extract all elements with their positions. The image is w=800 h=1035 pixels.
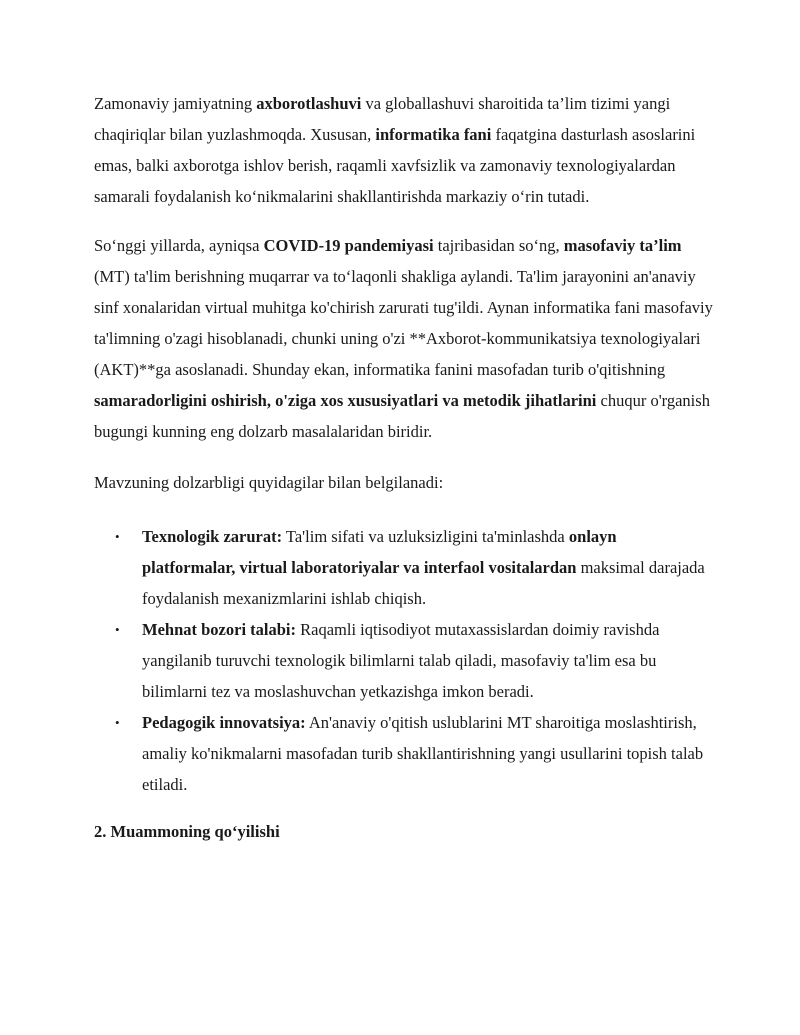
document-page bbox=[94, 88, 714, 847]
bold-text: COVID-19 pandemiyasi bbox=[263, 236, 434, 255]
bold-text: Mehnat bozori talabi: bbox=[142, 620, 296, 639]
text-run: So‘nggi yillarda, ayniqsa bbox=[94, 236, 264, 255]
text-run: An'anaviy o'qitish uslublarini MT sharoitiga moslashtirish, amaliy ko'nikmalarni masofadan turib shakllantirishning yangi usullarini topish talab etiladi. bbox=[142, 713, 704, 794]
text-run: chuqur o'rganish bugungi kunning eng dolzarb masalalaridan biridir. bbox=[94, 391, 710, 441]
list-item-text bbox=[142, 713, 703, 794]
text-run: Ta'lim sifati va uzluksizligini ta'minlashda bbox=[282, 527, 569, 546]
list-item bbox=[94, 707, 714, 800]
bold-text: axborotlashuvi bbox=[256, 94, 362, 113]
relevance-list bbox=[94, 521, 714, 800]
text-run: (MT) ta'lim berishning muqarrar va to‘laqonli shakliga aylandi. Ta'lim jarayonini an'anaviy sinf xonalaridan virtual muhitga ko'chirish zarurati tug'ildi. Aynan informatika fani masofaviy ta'limning o'zagi hisoblanadi, chunki uning o'zi **Axborot-kommunikatsiya texnologiyalari (AKT)**ga asoslanadi. Shunday ekan, informatika fanini masofadan turib o'qitishning bbox=[94, 267, 713, 379]
bold-text: onlayn platformalar, virtual laboratoriyalar va interfaol vositalardan bbox=[142, 527, 617, 577]
intro-paragraph bbox=[94, 88, 714, 212]
distance-learning-paragraph bbox=[94, 230, 714, 447]
text-run: Raqamli iqtisodiyot mutaxassislardan doimiy ravishda yangilanib turuvchi texnologik bilimlarni talab qiladi, masofaviy ta'lim esa bu bilimlarni tez va moslashuvchan yetkazishga imkon beradi. bbox=[142, 620, 660, 701]
bold-text: samaradorligini oshirish, o'ziga xos xususiyatlari va metodik jihatlarini bbox=[94, 391, 597, 410]
bold-text: Pedagogik innovatsiya: bbox=[142, 713, 306, 732]
bullet-icon: • bbox=[115, 529, 120, 544]
bold-text: Texnologik zarurat: bbox=[142, 527, 283, 546]
section-heading: 2. Muammoning qo‘yilishi bbox=[94, 822, 280, 841]
text-run: va globallashuvi sharoitida ta’lim tizimi yangi chaqiriqlar bilan yuzlashmoqda. Xususan, bbox=[94, 94, 671, 144]
relevance-intro: Mavzuning dolzarbligi quyidagilar bilan belgilanadi: bbox=[94, 473, 444, 492]
list-item-text bbox=[142, 527, 705, 608]
text-run: Zamonaviy jamiyatning bbox=[94, 94, 257, 113]
list-item bbox=[94, 521, 714, 614]
bullet-icon: • bbox=[115, 622, 120, 637]
bullet-icon: • bbox=[115, 715, 120, 730]
text-run: tajribasidan so‘ng, bbox=[433, 236, 564, 255]
bold-text: masofaviy ta’lim bbox=[563, 236, 682, 255]
list-item-text bbox=[142, 620, 659, 701]
text-run: faqatgina dasturlash asoslarini emas, balki axborotga ishlov berish, raqamli xavfsizlik va zamonaviy texnologiyalardan samarali foydalanish ko‘nikmalarini shakllantirishda markaziy o‘rin tutadi. bbox=[94, 125, 696, 206]
bold-text: informatika fani bbox=[375, 125, 492, 144]
text-run: maksimal darajada foydalanish mexanizmlarini ishlab chiqish. bbox=[142, 558, 705, 608]
list-item bbox=[94, 614, 714, 707]
